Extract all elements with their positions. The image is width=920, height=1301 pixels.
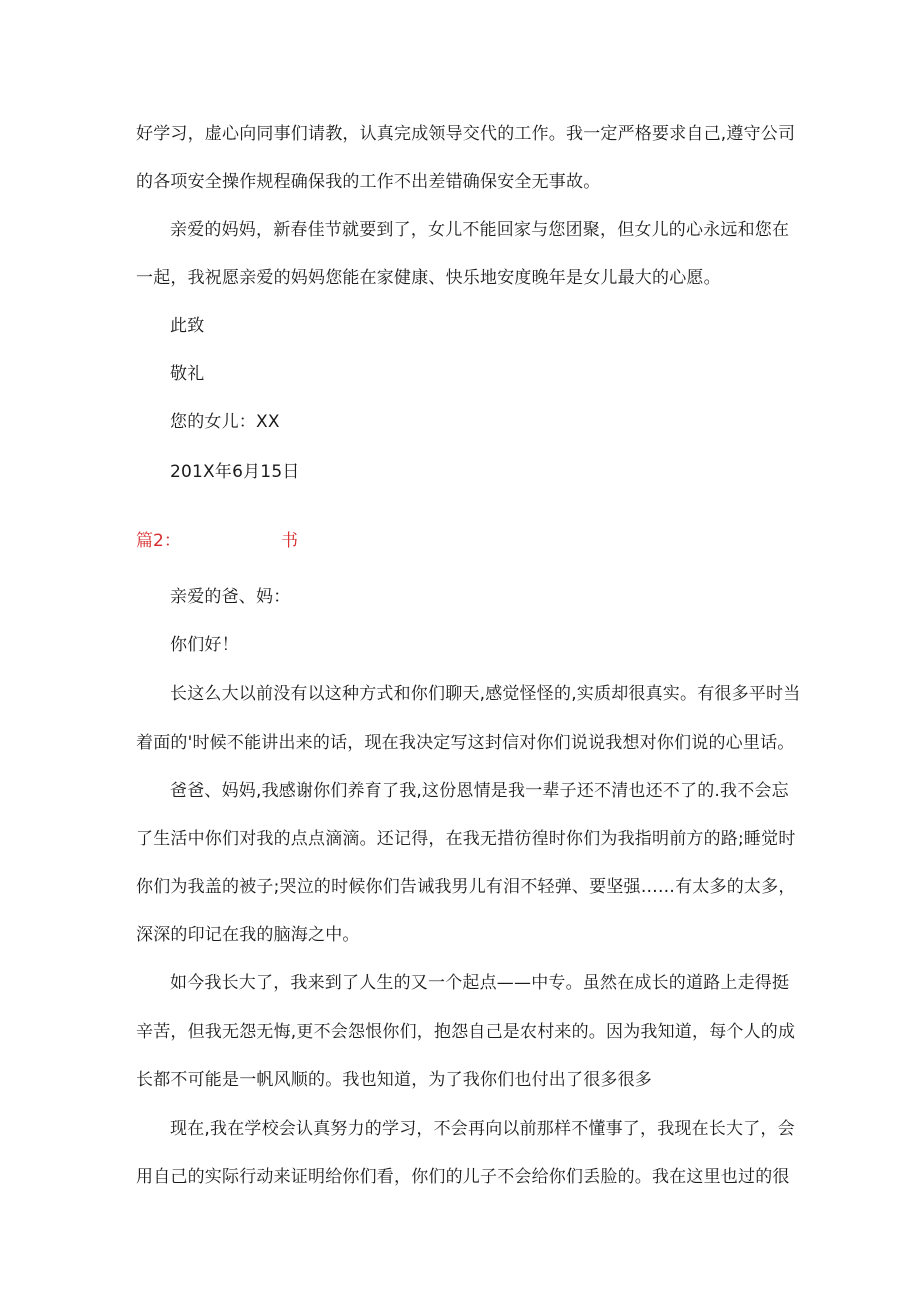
closing-text: 此致	[170, 316, 205, 336]
greeting: 你们好！	[170, 635, 239, 655]
section-title: 书	[281, 531, 298, 551]
body-text-line: 亲爱的妈妈，新春佳节就要到了，女儿不能回家与您团聚，但女儿的心永远和您在	[170, 220, 790, 240]
body-text-line: 长这么大以前没有以这种方式和你们聊天,感觉怪怪的,实质却很真实。有很多平时当	[170, 684, 801, 704]
section-label: 篇2：	[136, 531, 181, 551]
closing-salutation: 敬礼	[170, 364, 205, 384]
body-text-line: 你们为我盖的被子;哭泣的时候你们告诫我男儿有泪不轻弹、要坚强……有太多的太多，	[136, 877, 796, 897]
body-text-line: 了生活中你们对我的点点滴滴。还记得，在我无措彷徨时你们为我指明前方的路;睡觉时	[136, 829, 796, 849]
body-text-line: 长都不可能是一帆风顺的。我也知道，为了我你们也付出了很多很多	[136, 1070, 652, 1090]
body-text-line: 的各项安全操作规程确保我的工作不出差错确保安全无事故。	[136, 172, 601, 192]
body-text-line: 辛苦，但我无怨无悔,更不会怨恨你们，抱怨自己是农村来的。因为我知道，每个人的成	[136, 1022, 796, 1042]
body-text-line: 如今我长大了，我来到了人生的又一个起点——中专。虽然在成长的道路上走得挺	[170, 973, 790, 993]
body-text-line: 深深的印记在我的脑海之中。	[136, 925, 360, 945]
salutation: 亲爱的爸、妈：	[170, 587, 291, 607]
body-text-line: 好学习，虚心向同事们请教，认真完成领导交代的工作。我一定严格要求自己,遵守公司	[136, 124, 796, 144]
letter-date: 201X年6月15日	[170, 462, 300, 482]
signature: 您的女儿：XX	[170, 412, 280, 432]
body-text-line: 一起，我祝愿亲爱的妈妈您能在家健康、快乐地安度晚年是女儿最大的心愿。	[136, 268, 721, 288]
body-text-line: 用自己的实际行动来证明给你们看，你们的儿子不会给你们丢脸的。我在这里也过的很	[136, 1167, 790, 1187]
body-text-line: 着面的'时候不能讲出来的话，现在我决定写这封信对你们说说我想对你们说的心里话。	[136, 733, 795, 753]
body-text-line: 爸爸、妈妈,我感谢你们养育了我,这份恩情是我一辈子还不清也还不了的.我不会忘	[170, 781, 789, 801]
section-heading	[136, 529, 298, 553]
body-text-line: 现在,我在学校会认真努力的学习，不会再向以前那样不懂事了，我现在长大了，会	[170, 1119, 795, 1139]
